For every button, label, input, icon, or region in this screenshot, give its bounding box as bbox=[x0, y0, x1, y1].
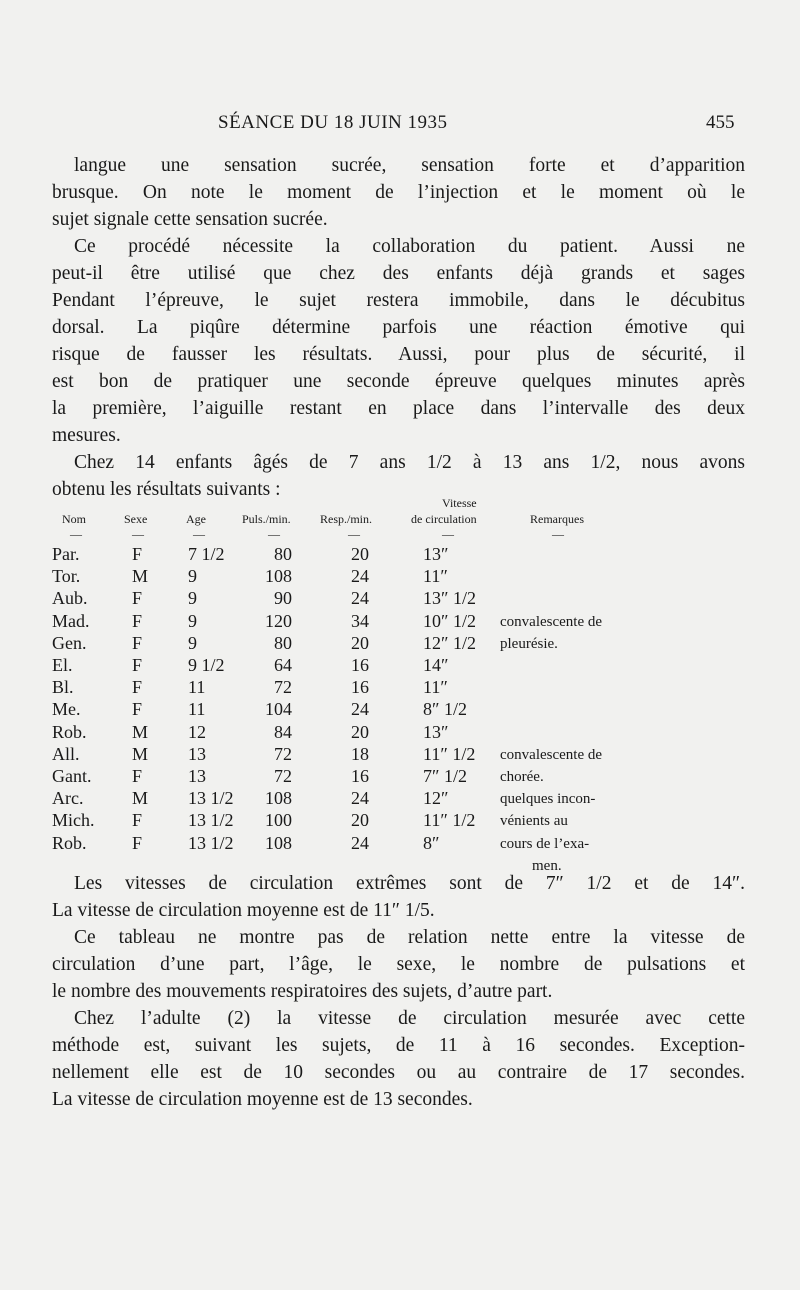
paragraph-line: le nombre des mouvements respiratoires des sujets, d’autre part. bbox=[52, 981, 553, 1002]
cell-remarque: men. bbox=[532, 857, 562, 874]
paragraph-line: la première, l’aiguille restant en place dans l’intervalle des deux bbox=[52, 398, 745, 419]
cell-remarque: convalescente de bbox=[500, 746, 603, 763]
paragraph-line: Ce tableau ne montre pas de relation nette entre la vitesse de bbox=[74, 927, 745, 948]
cell-resp: 20 bbox=[351, 810, 369, 831]
cell-vitesse: 10″ 1/2 bbox=[423, 610, 476, 631]
cell-sexe: F bbox=[132, 632, 143, 653]
cell-sexe: M bbox=[132, 721, 149, 742]
cell-nom: Gen. bbox=[52, 632, 87, 653]
cell-resp: 24 bbox=[351, 788, 369, 809]
cell-age: 9 bbox=[188, 566, 197, 587]
cell-vitesse: 8″ 1/2 bbox=[423, 699, 467, 720]
cell-vitesse: 11″ bbox=[423, 677, 448, 698]
cell-puls: 108 bbox=[265, 788, 292, 809]
cell-resp: 20 bbox=[351, 721, 369, 742]
cell-resp: 34 bbox=[351, 610, 369, 631]
col-header-resp: Resp./min. bbox=[320, 512, 373, 526]
running-title: SÉANCE DU 18 JUIN 1935 bbox=[218, 112, 448, 133]
cell-resp: 20 bbox=[351, 632, 369, 653]
paragraph-line: obtenu les résultats suivants : bbox=[52, 479, 281, 500]
cell-vitesse: 13″ 1/2 bbox=[423, 588, 476, 609]
col-header-vitesse-2: de circulation bbox=[411, 512, 477, 526]
cell-sexe: F bbox=[132, 588, 143, 609]
header-dash: — bbox=[193, 527, 205, 541]
col-header-nom: Nom bbox=[62, 512, 86, 526]
header-dash: — bbox=[442, 527, 454, 541]
cell-age: 7 1/2 bbox=[188, 544, 225, 564]
cell-age: 11 bbox=[188, 699, 206, 720]
cell-puls: 120 bbox=[265, 610, 292, 631]
cell-puls: 72 bbox=[274, 766, 292, 786]
cell-sexe: F bbox=[132, 832, 143, 853]
cell-sexe: F bbox=[132, 766, 143, 786]
cell-age: 9 bbox=[188, 588, 197, 609]
cell-remarque: convalescente de bbox=[500, 613, 603, 630]
cell-resp: 24 bbox=[351, 832, 369, 853]
paragraph-line: Chez l’adulte (2) la vitesse de circulation mesurée avec cette bbox=[74, 1008, 745, 1029]
cell-resp: 20 bbox=[351, 544, 369, 564]
cell-resp: 16 bbox=[351, 766, 369, 786]
cell-nom: Arc. bbox=[52, 788, 84, 809]
header-dash: — bbox=[348, 527, 360, 541]
paragraph-line: peut-il être utilisé que chez des enfants déjà grands et sages bbox=[52, 263, 745, 284]
cell-puls: 80 bbox=[274, 632, 292, 653]
cell-puls: 104 bbox=[265, 699, 292, 720]
col-header-age: Age bbox=[186, 512, 206, 526]
cell-remarque: quelques incon- bbox=[500, 791, 596, 808]
cell-age: 9 1/2 bbox=[188, 655, 225, 675]
header-dash: — bbox=[268, 527, 280, 541]
cell-nom: Rob. bbox=[52, 832, 87, 853]
cell-puls: 100 bbox=[265, 810, 292, 831]
cell-puls: 108 bbox=[265, 566, 292, 587]
cell-puls: 90 bbox=[274, 588, 292, 609]
cell-puls: 64 bbox=[274, 655, 292, 675]
col-header-sexe: Sexe bbox=[124, 512, 148, 526]
cell-resp: 16 bbox=[351, 655, 369, 675]
cell-age: 13 1/2 bbox=[188, 788, 234, 809]
cell-nom: El. bbox=[52, 655, 73, 675]
cell-sexe: F bbox=[132, 544, 143, 564]
cell-vitesse: 8″ bbox=[423, 832, 440, 853]
cell-sexe: M bbox=[132, 788, 149, 809]
paragraph-line: brusque. On note le moment de l’injection et le moment où le bbox=[52, 182, 745, 203]
cell-remarque: cours de l’exa- bbox=[500, 835, 590, 852]
cell-vitesse: 11″ 1/2 bbox=[423, 743, 476, 764]
cell-vitesse: 14″ bbox=[423, 655, 449, 675]
paragraph-line: Ce procédé nécessite la collaboration du patient. Aussi ne bbox=[74, 236, 745, 257]
header-dash: — bbox=[70, 527, 82, 541]
cell-resp: 24 bbox=[351, 699, 369, 720]
cell-resp: 16 bbox=[351, 677, 369, 698]
cell-vitesse: 12″ 1/2 bbox=[423, 632, 476, 653]
cell-vitesse: 13″ bbox=[423, 544, 449, 564]
cell-nom: Par. bbox=[52, 544, 80, 564]
cell-sexe: F bbox=[132, 655, 143, 675]
cell-age: 9 bbox=[188, 610, 197, 631]
paragraph-line: La vitesse de circulation moyenne est de 13 secondes. bbox=[52, 1089, 473, 1110]
paragraph-line: nellement elle est de 10 secondes ou au contraire de 17 secondes. bbox=[52, 1062, 745, 1083]
paragraph-line: Pendant l’épreuve, le sujet restera immobile, dans le décubitus bbox=[52, 290, 745, 311]
cell-nom: Bl. bbox=[52, 677, 74, 698]
cell-age: 13 1/2 bbox=[188, 810, 234, 831]
page-number: 455 bbox=[706, 112, 735, 133]
cell-sexe: F bbox=[132, 677, 143, 698]
cell-vitesse: 11″ bbox=[423, 566, 448, 587]
cell-puls: 108 bbox=[265, 832, 292, 853]
col-header-vitesse: Vitesse bbox=[442, 496, 477, 510]
cell-age: 9 bbox=[188, 632, 197, 653]
cell-resp: 18 bbox=[351, 743, 369, 764]
cell-puls: 72 bbox=[274, 677, 292, 698]
cell-age: 12 bbox=[188, 721, 206, 742]
cell-age: 13 1/2 bbox=[188, 832, 234, 853]
cell-sexe: M bbox=[132, 743, 149, 764]
paragraph-line: langue une sensation sucrée, sensation forte et d’apparition bbox=[74, 155, 745, 176]
cell-nom: Rob. bbox=[52, 721, 87, 742]
paragraph-line: méthode est, suivant les sujets, de 11 à 16 secondes. Exception- bbox=[52, 1035, 745, 1056]
cell-resp: 24 bbox=[351, 566, 369, 587]
cell-resp: 24 bbox=[351, 588, 369, 609]
paragraph-line: Chez 14 enfants âgés de 7 ans 1/2 à 13 ans 1/2, nous avons bbox=[74, 452, 745, 473]
paragraph-line: circulation d’une part, l’âge, le sexe, le nombre de pulsations et bbox=[52, 954, 745, 975]
cell-nom: Me. bbox=[52, 699, 81, 720]
cell-nom: Aub. bbox=[52, 588, 88, 609]
col-header-remarques: Remarques bbox=[530, 512, 584, 526]
cell-remarque: pleurésie. bbox=[500, 635, 558, 652]
cell-remarque: chorée. bbox=[500, 769, 544, 785]
cell-vitesse: 12″ bbox=[423, 788, 449, 809]
cell-nom: Mich. bbox=[52, 810, 95, 831]
col-header-puls: Puls./min. bbox=[242, 512, 291, 526]
paragraph-line: La vitesse de circulation moyenne est de 11″ 1/5. bbox=[52, 900, 435, 921]
cell-sexe: F bbox=[132, 699, 143, 720]
cell-sexe: F bbox=[132, 810, 143, 831]
cell-nom: Gant. bbox=[52, 766, 92, 786]
cell-puls: 84 bbox=[274, 721, 292, 742]
cell-sexe: F bbox=[132, 610, 143, 631]
paragraph-line: est bon de pratiquer une seconde épreuve quelques minutes après bbox=[52, 371, 745, 392]
paragraph-line: risque de fausser les résultats. Aussi, pour plus de sécurité, il bbox=[52, 344, 745, 365]
cell-vitesse: 13″ bbox=[423, 721, 449, 742]
cell-age: 13 bbox=[188, 743, 206, 764]
cell-vitesse: 7″ 1/2 bbox=[423, 766, 467, 786]
cell-puls: 80 bbox=[274, 544, 292, 564]
paragraph-line: Les vitesses de circulation extrêmes sont de 7″ 1/2 et de 14″. bbox=[74, 873, 745, 894]
cell-sexe: M bbox=[132, 566, 149, 587]
paragraph-line: sujet signale cette sensation sucrée. bbox=[52, 209, 328, 230]
cell-remarque: vénients au bbox=[500, 813, 568, 830]
cell-age: 13 bbox=[188, 766, 206, 786]
paragraph-line: dorsal. La piqûre détermine parfois une réaction émotive qui bbox=[52, 317, 745, 338]
cell-nom: Tor. bbox=[52, 566, 81, 587]
cell-nom: Mad. bbox=[52, 610, 90, 631]
paragraph-line: mesures. bbox=[52, 425, 121, 446]
cell-age: 11 bbox=[188, 677, 206, 698]
header-dash: — bbox=[552, 527, 564, 541]
cell-puls: 72 bbox=[274, 743, 292, 764]
header-dash: — bbox=[132, 527, 144, 541]
cell-vitesse: 11″ 1/2 bbox=[423, 810, 476, 831]
cell-nom: All. bbox=[52, 743, 80, 764]
